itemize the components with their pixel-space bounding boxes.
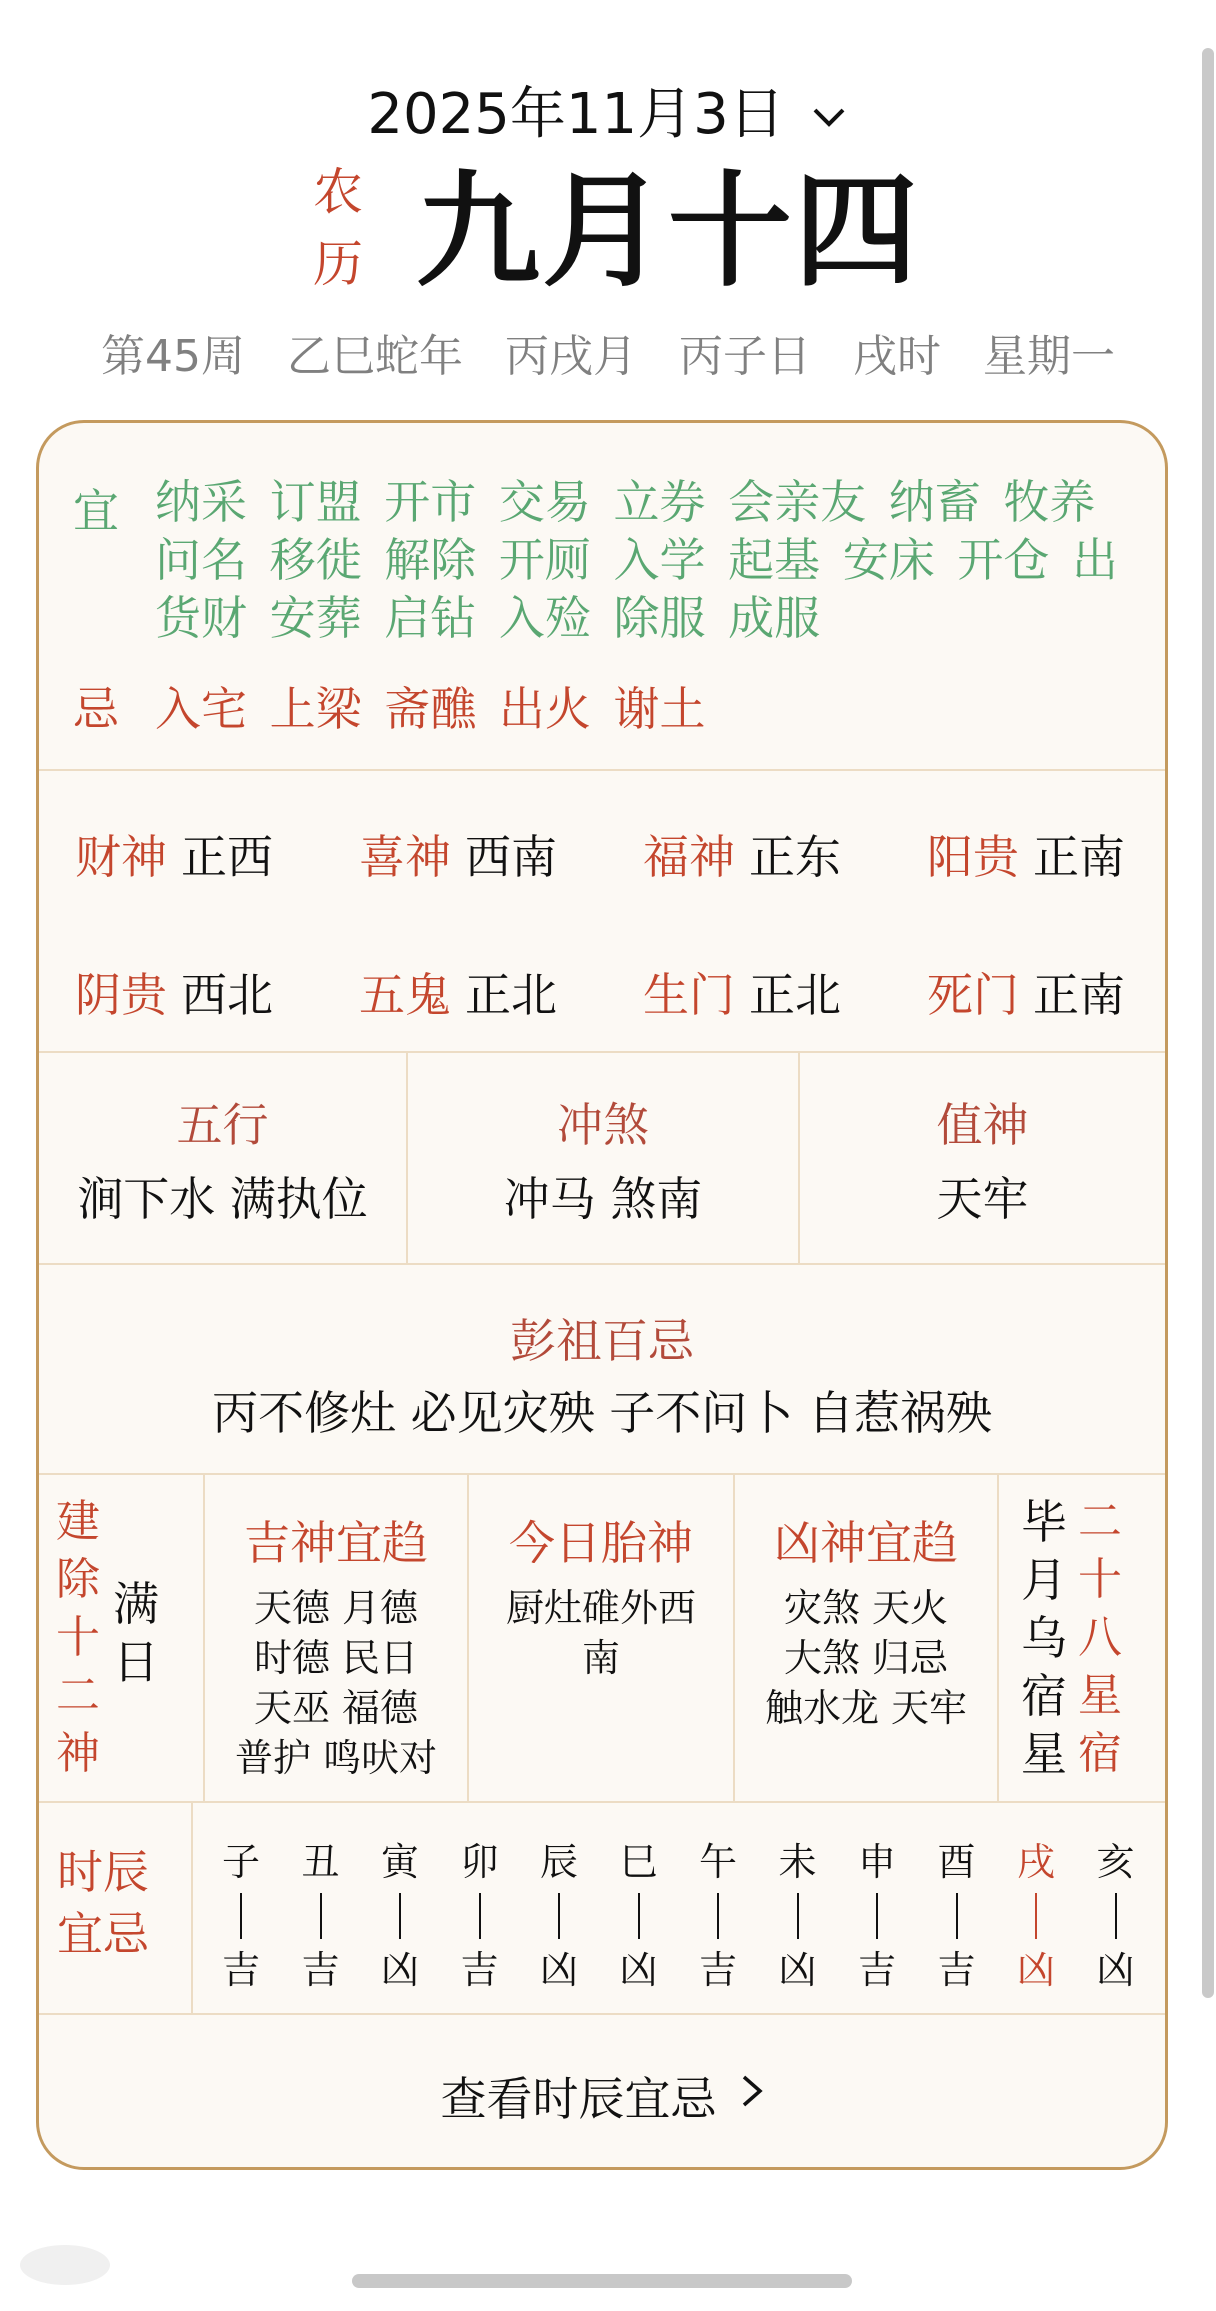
hours-label	[53, 1841, 153, 1965]
hour-branch: 丑	[301, 1840, 340, 1884]
hour-ganzhi: 戌时	[853, 331, 941, 382]
hour-item	[927, 1837, 987, 1995]
jianchu-label	[53, 1493, 103, 1783]
hour-luck: 凶	[1016, 1948, 1055, 1992]
date-header	[0, 0, 1216, 420]
jishen-list	[213, 1583, 459, 1783]
ji-label: 忌	[73, 682, 119, 736]
pengzu-value: 丙不修灶 必见灾殃 子不问卜 自惹祸殃	[212, 1386, 992, 1440]
chevron-down-icon[interactable]	[809, 81, 849, 146]
hours-section	[39, 1803, 1165, 2015]
jishen-title: 吉神宜趋	[244, 1516, 428, 1570]
hour-branch: 辰	[539, 1840, 578, 1884]
xiongshen-line: 触水龙 天牢	[764, 1686, 968, 1730]
xiu-label-char: 十	[1078, 1554, 1122, 1605]
hour-connector	[240, 1893, 242, 1939]
jianchu-label-char: 神	[56, 1728, 100, 1779]
hour-luck: 凶	[380, 1948, 419, 1992]
hour-luck: 凶	[1096, 1948, 1135, 1992]
jishen-line: 时德 民日	[253, 1636, 419, 1680]
chongsha-cell	[408, 1053, 798, 1263]
god-direction-item	[643, 959, 841, 1025]
god-direction: 正西	[181, 830, 273, 884]
hour-connector	[320, 1893, 322, 1939]
taishen-value	[477, 1583, 725, 1683]
xiu-label-char: 星	[1078, 1670, 1122, 1721]
taishen-line: 南	[581, 1636, 620, 1680]
jishen-line: 普护 鸣吠对	[234, 1736, 438, 1780]
god-name: 死门	[927, 968, 1019, 1022]
almanac-card	[36, 420, 1168, 2170]
hour-item	[847, 1837, 907, 1995]
god-direction: 西南	[465, 830, 557, 884]
hour-item	[370, 1837, 430, 1995]
xiongshen-line: 灾煞 天火	[783, 1586, 949, 1630]
xiu-label	[1075, 1493, 1125, 1783]
god-name: 喜神	[359, 830, 451, 884]
god-name: 阳贵	[927, 830, 1019, 884]
hour-branch: 亥	[1096, 1840, 1135, 1884]
divider	[191, 1803, 193, 2013]
hour-item	[1006, 1837, 1066, 1995]
hour-connector	[479, 1893, 481, 1939]
view-hours-label: 查看时辰宜忌	[440, 2072, 717, 2126]
god-direction: 正南	[1033, 830, 1125, 884]
hour-branch: 午	[698, 1840, 737, 1884]
lunar-tag	[306, 156, 370, 300]
god-direction-item	[75, 821, 273, 887]
date-selector[interactable]	[0, 70, 1216, 150]
god-direction-item	[927, 821, 1125, 887]
xiu-label-char: 宿	[1078, 1728, 1122, 1779]
pengzu-section	[39, 1265, 1165, 1475]
hour-item	[609, 1837, 669, 1995]
zhishen-cell	[800, 1053, 1165, 1263]
zhishen-title: 值神	[936, 1098, 1029, 1152]
jishen-cell	[205, 1475, 467, 1801]
xiu-cell	[999, 1475, 1165, 1801]
hour-connector	[1115, 1893, 1117, 1939]
hour-luck: 吉	[460, 1948, 499, 1992]
wuxing-cell	[39, 1053, 406, 1263]
hour-luck: 吉	[937, 1948, 976, 1992]
lunar-day: 九月十四	[416, 160, 921, 304]
wuxing-title: 五行	[176, 1098, 269, 1152]
hour-luck: 吉	[698, 1948, 737, 1992]
hour-branch: 巳	[619, 1840, 658, 1884]
god-name: 财神	[75, 830, 167, 884]
hour-luck: 凶	[539, 1948, 578, 1992]
taishen-line: 厨灶碓外西	[505, 1586, 696, 1630]
home-indicator[interactable]	[352, 2274, 852, 2288]
wuxing-value: 涧下水 满执位	[77, 1172, 368, 1226]
view-hours-button[interactable]	[39, 2015, 1165, 2165]
date-label: 2025年11月3日	[367, 82, 785, 147]
date-info	[0, 320, 1216, 384]
floating-button-edge[interactable]	[20, 2245, 110, 2285]
jianchu-label-char: 二	[56, 1670, 100, 1721]
zhishen-value: 天牢	[936, 1172, 1029, 1226]
taishen-cell	[469, 1475, 733, 1801]
god-direction: 正南	[1033, 968, 1125, 1022]
hour-branch: 卯	[460, 1840, 499, 1884]
hour-connector	[638, 1893, 640, 1939]
yi-activities: 纳采 订盟 开市 交易 立券 会亲友 纳畜 牧养 问名 移徙 解除 开厕 入学 起基 安床 开仓 出货财 安葬 启钻 入殓 除服 成服	[155, 475, 1118, 645]
god-direction: 正东	[749, 830, 841, 884]
god-direction-item	[927, 959, 1125, 1025]
day-ganzhi: 丙子日	[679, 331, 811, 382]
jianchu-label-char: 十	[56, 1612, 100, 1663]
xiu-value-char: 月	[1021, 1553, 1067, 1607]
xiu-value	[1019, 1493, 1069, 1783]
xiongshen-cell	[735, 1475, 997, 1801]
god-direction: 正北	[465, 968, 557, 1022]
xiu-value-char: 毕	[1021, 1495, 1067, 1549]
god-name: 阴贵	[75, 968, 167, 1022]
jishen-line: 天巫 福德	[253, 1686, 419, 1730]
god-direction-item	[643, 821, 841, 887]
weekday: 星期一	[983, 331, 1115, 382]
jianchu-label-char: 建	[56, 1496, 100, 1547]
hour-luck: 吉	[857, 1948, 896, 1992]
god-direction-item	[359, 959, 557, 1025]
hours-label-line: 宜忌	[57, 1907, 149, 1961]
xiongshen-title: 凶神宜趋	[774, 1516, 958, 1570]
hours-label-line: 时辰	[57, 1845, 149, 1899]
hour-item	[688, 1837, 748, 1995]
wuxing-chongsha-zhishen	[39, 1053, 1165, 1265]
hour-branch: 酉	[937, 1840, 976, 1884]
hour-branch: 寅	[380, 1840, 419, 1884]
god-name: 福神	[643, 830, 735, 884]
god-name: 五鬼	[359, 968, 451, 1022]
hour-connector	[1035, 1893, 1037, 1939]
hour-branch: 申	[857, 1840, 896, 1884]
hour-item	[291, 1837, 351, 1995]
hour-connector	[558, 1893, 560, 1939]
jianchu-cell	[39, 1475, 203, 1801]
chongsha-value: 冲马 煞南	[503, 1172, 703, 1226]
hour-branch: 未	[778, 1840, 817, 1884]
hour-luck: 吉	[301, 1948, 340, 1992]
xiu-label-char: 二	[1078, 1496, 1122, 1547]
god-direction-item	[359, 821, 557, 887]
hour-connector	[876, 1893, 878, 1939]
xiongshen-line: 大煞 归忌	[783, 1636, 949, 1680]
chongsha-title: 冲煞	[557, 1098, 649, 1152]
xiu-label-char: 八	[1078, 1612, 1122, 1663]
hour-item	[1086, 1837, 1146, 1995]
god-direction: 西北	[181, 968, 273, 1022]
xiu-value-char: 宿	[1021, 1669, 1067, 1723]
hour-connector	[956, 1893, 958, 1939]
chevron-right-icon	[740, 2071, 764, 2115]
hour-luck: 吉	[221, 1948, 260, 1992]
xiongshen-list	[743, 1583, 989, 1733]
hour-item	[450, 1837, 510, 1995]
year-ganzhi: 乙巳蛇年	[287, 331, 463, 382]
god-direction-item	[75, 959, 273, 1025]
god-name: 生门	[643, 968, 735, 1022]
hour-branch: 戌	[1016, 1840, 1055, 1884]
gods-grid	[39, 1475, 1165, 1803]
hour-luck: 凶	[778, 1948, 817, 1992]
hour-connector	[399, 1893, 401, 1939]
xiu-value-char: 乌	[1021, 1611, 1067, 1665]
jianchu-value-char: 日	[113, 1635, 159, 1689]
jianchu-label-char: 除	[56, 1554, 100, 1605]
month-ganzhi: 丙戌月	[505, 331, 637, 382]
jianchu-value-char: 满	[113, 1577, 159, 1631]
pengzu-title: 彭祖百忌	[510, 1314, 694, 1368]
god-direction: 正北	[749, 968, 841, 1022]
hour-branch: 子	[221, 1840, 260, 1884]
hour-connector	[717, 1893, 719, 1939]
yi-ji-section	[39, 423, 1165, 771]
gods-directions	[39, 771, 1165, 1053]
ji-activities: 入宅 上梁 斋醮 出火 谢土	[155, 682, 706, 736]
xiu-value-char: 星	[1021, 1727, 1067, 1781]
hour-item	[529, 1837, 589, 1995]
lunar-tag-char: 农	[313, 163, 363, 221]
yi-label: 宜	[73, 484, 119, 538]
hour-item	[768, 1837, 828, 1995]
hour-item	[211, 1837, 271, 1995]
hour-luck: 凶	[619, 1948, 658, 1992]
week-number: 第45周	[101, 331, 245, 382]
jishen-line: 天德 月德	[253, 1586, 419, 1630]
taishen-title: 今日胎神	[509, 1516, 693, 1570]
jianchu-value	[111, 1575, 161, 1691]
hour-connector	[797, 1893, 799, 1939]
lunar-tag-char: 历	[313, 235, 363, 293]
